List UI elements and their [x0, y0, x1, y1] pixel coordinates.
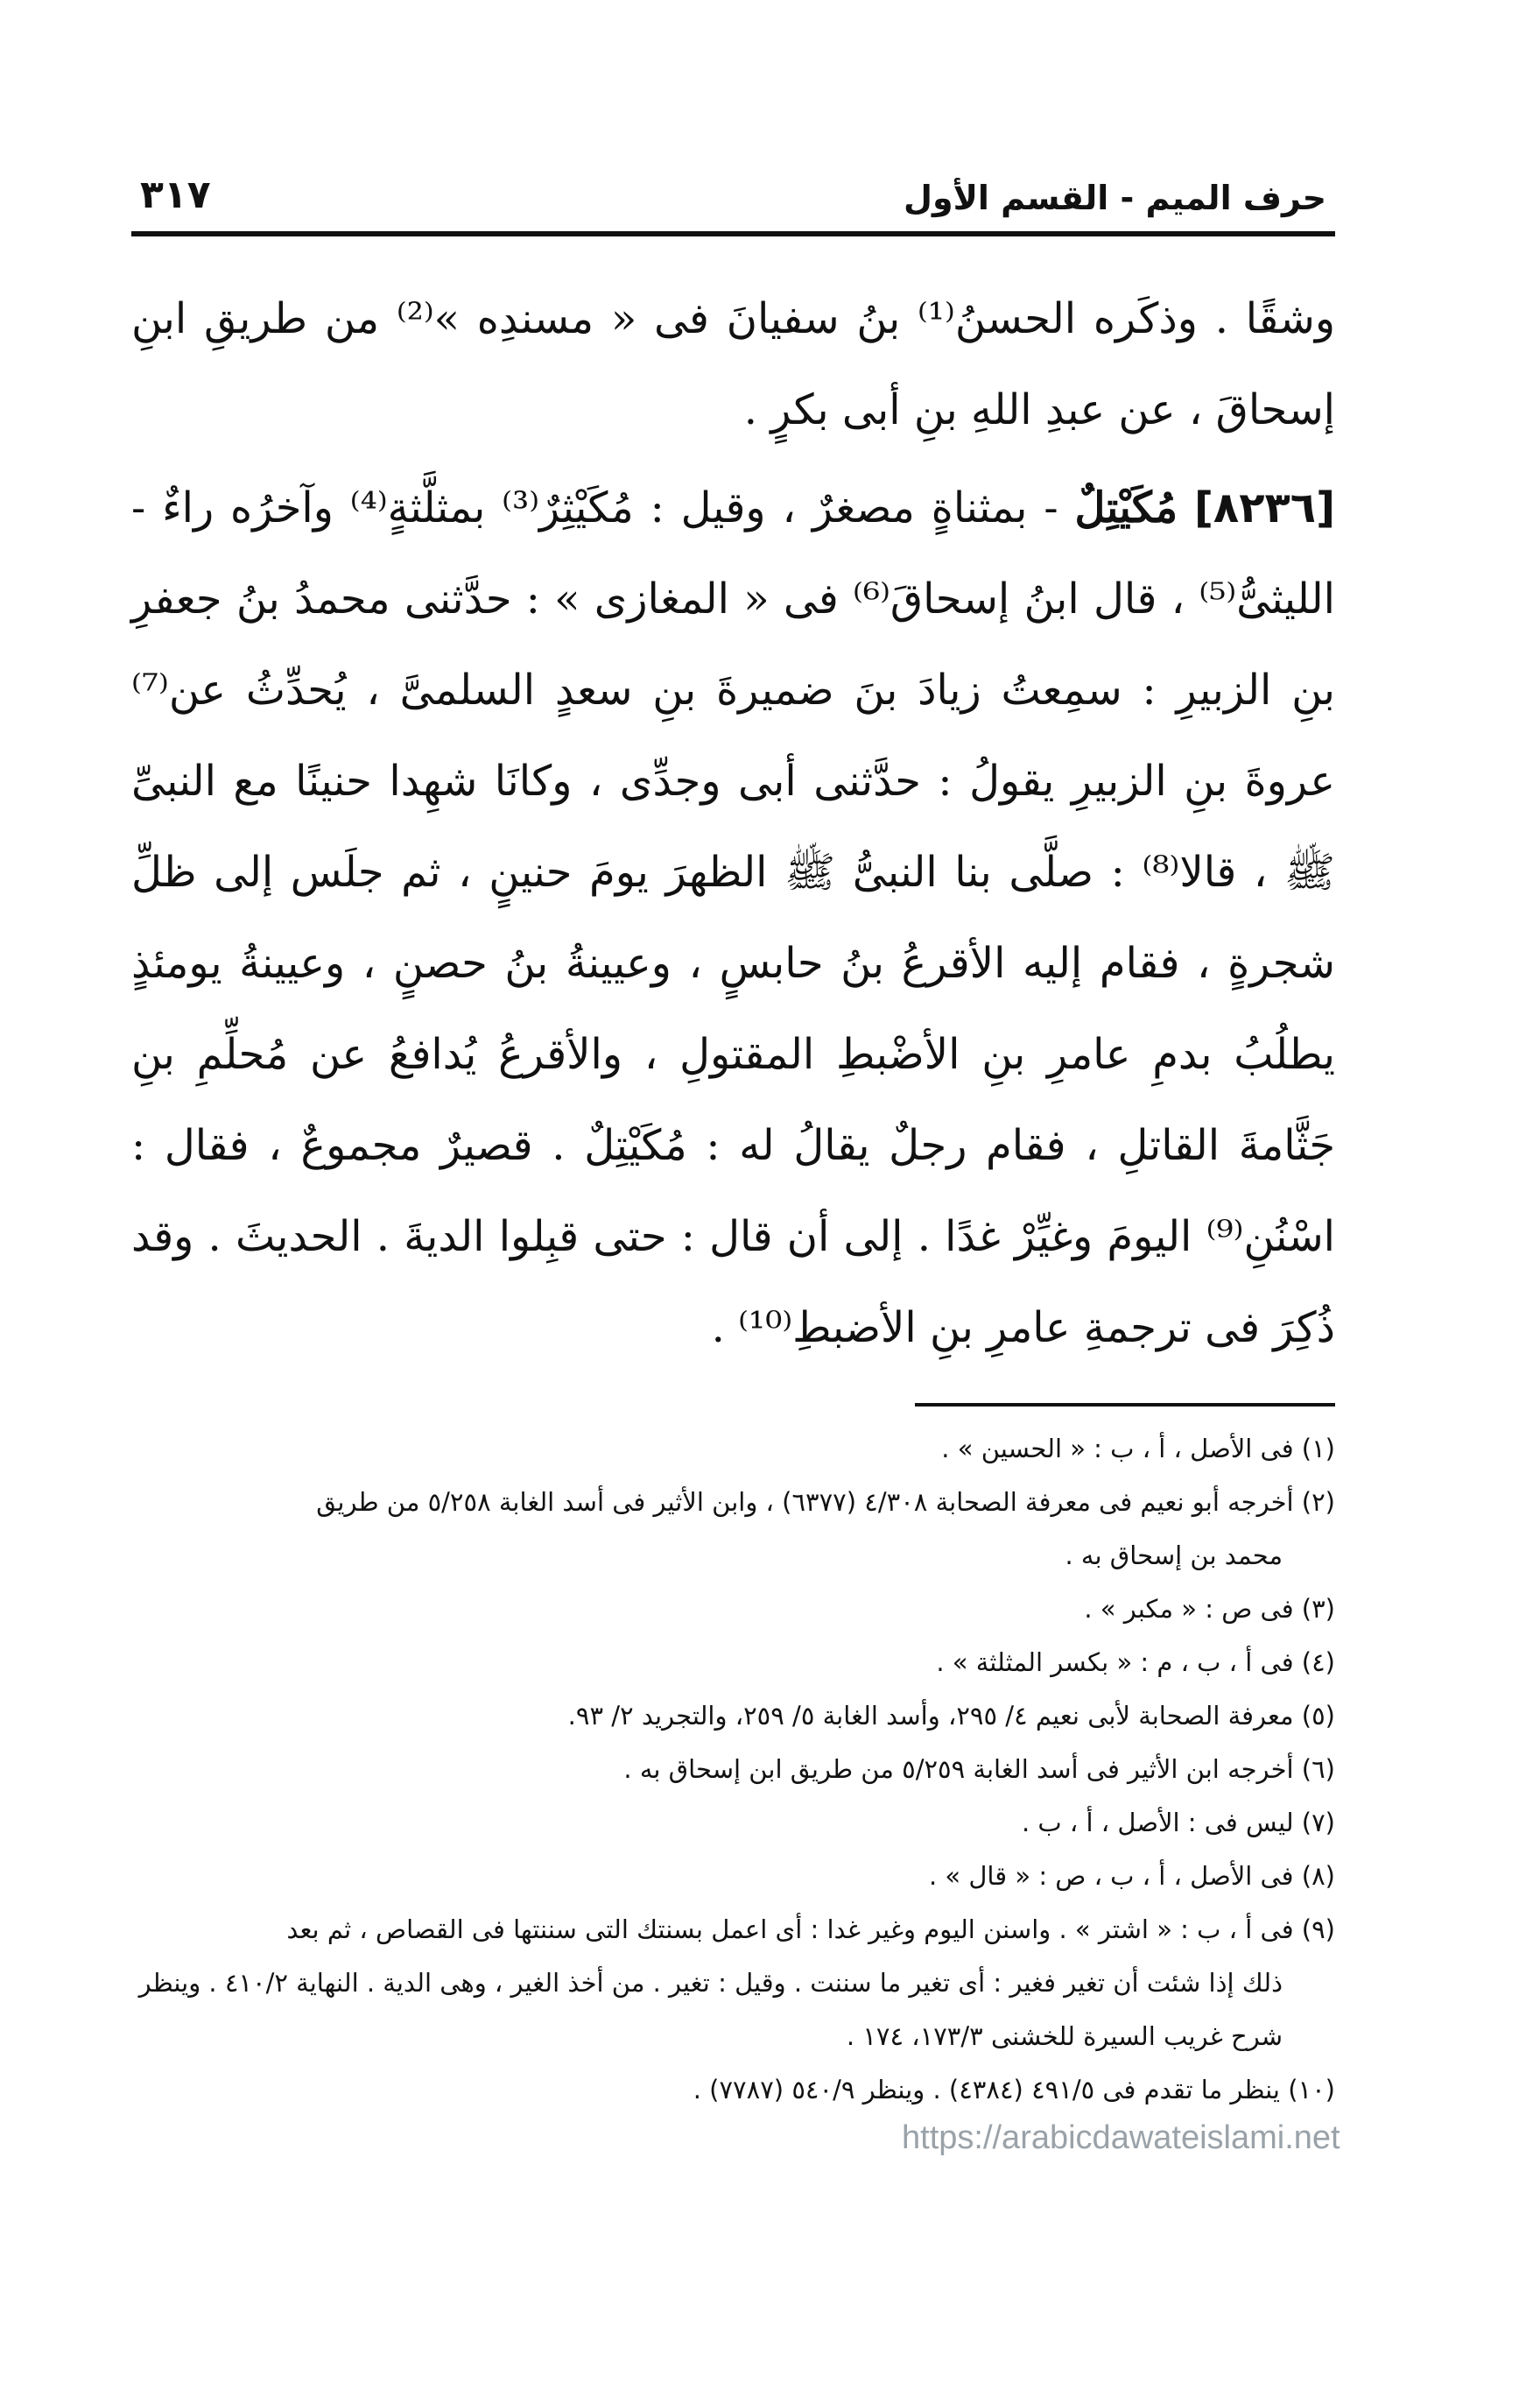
paragraph-2 [131, 462, 1335, 1373]
running-title: حرف الميم - القسم الأول [904, 179, 1326, 217]
footnote-4 [131, 1636, 1335, 1689]
footnote-continuation: ذلك إذا شئت أن تغير فغير : أى تغير ما سننت . وقيل : تغير . من أخذ الغير ، وهى الدية . النهاية ٤١٠/٢ . وينظر شرح غريب السيرة للخشنى ١٧٣/٣، ١٧٤ . [138, 1968, 1283, 2051]
footnote-text: (٧) ليس فى : الأصل ، أ ، ب . [1021, 1808, 1335, 1837]
entry-text: - بمثناةٍ مصغرٌ ، وقيل : مُكَيْثِرٌ⁽³⁾ بمثلَّثةٍ⁽⁴⁾ وآخرُه راءٌ - الليثىُّ⁽⁵⁾ ، قال ابنُ إسحاقَ⁽⁶⁾ فى « المغازى » : حدَّثنى محمدُ بنُ جعفرِ بنِ الزبيرِ : سمِعتُ زيادَ بنَ ضميرةَ بنِ سعدٍ السلمىَّ ، يُحدِّثُ عن⁽⁷⁾ عروةَ بنِ الزبيرِ يقولُ : حدَّثنى أبى وجدِّى ، وكانَا شهِدا حنينًا مع النبىِّ ﷺ ، قالا⁽⁸⁾ : صلَّى بنا النبىُّ ﷺ الظهرَ يومَ حنينٍ ، ثم جلَس إلى ظلِّ شجرةٍ ، فقام إليه الأقرعُ بنُ حابسٍ ، وعيينةُ بنُ حصنٍ ، وعيينةُ يومئذٍ يطلُبُ بدمِ عامرِ بنِ الأضْبطِ المقتولِ ، والأقرعُ يُدافعُ عن مُحلِّمِ بنِ جَثَّامةَ القاتلِ ، فقام رجلٌ يقالُ له : مُكَيْتِلٌ . قصيرٌ مجموعٌ ، فقال : اسْنُنِ⁽⁹⁾ اليومَ وغيِّرْ غدًا . إلى أن قال : حتى قبِلوا الديةَ . الحديثَ . وقد ذُكِرَ فى ترجمةِ عامرِ بنِ الأضبطِ⁽¹⁰⁾ . [131, 483, 1336, 1352]
footnote-divider [915, 1403, 1335, 1407]
footnote-text: (٦) أخرجه ابن الأثير فى أسد الغابة ٥/٢٥٩ من طريق ابن إسحاق به . [623, 1754, 1335, 1784]
footnote-text: (٩) فى أ ، ب : « اشتر » . واسنن اليوم وغير غدا : أى اعمل بسنتك التى سننتها فى القصاص ، ثم بعد [286, 1914, 1335, 1944]
main-text [131, 273, 1335, 1373]
footnote-7 [131, 1796, 1335, 1850]
footnote-text: (٥) معرفة الصحابة لأبى نعيم ٤/ ٢٩٥، وأسد الغابة ٥/ ٢٥٩، والتجريد ٢/ ٩٣. [567, 1701, 1335, 1731]
page-header [131, 158, 1335, 236]
paragraph-1: وشقًا . وذكَره الحسنُ⁽¹⁾ بنُ سفيانَ فى « مسندِه »⁽²⁾ من طريقِ ابنِ إسحاقَ ، عن عبدِ اللهِ بنِ أبى بكرٍ . [131, 294, 1336, 434]
footnote-6 [131, 1743, 1335, 1796]
footnotes [131, 1422, 1335, 2117]
footnote-text: (٢) أخرجه أبو نعيم فى معرفة الصحابة ٤/٣٠٨ (٦٣٧٧) ، وابن الأثير فى أسد الغابة ٥/٢٥٨ من طريق [316, 1487, 1335, 1517]
footnote-9 [131, 1903, 1335, 2063]
footnote-text: (١٠) ينظر ما تقدم فى ٤٩١/٥ (٤٣٨٤) . وينظر ٥٤٠/٩ (٧٧٨٧) . [693, 2075, 1335, 2105]
watermark-url: https://arabicdawateislami.net [902, 2119, 1340, 2156]
footnote-3 [131, 1583, 1335, 1636]
footnote-text: (٣) فى ص : « مكبر » . [1084, 1594, 1335, 1624]
footnote-continuation: محمد بن إسحاق به . [1065, 1540, 1283, 1570]
footnote-2 [131, 1476, 1335, 1583]
footnote-5 [131, 1689, 1335, 1743]
entry-name: مُكَيْتِلٌ [1074, 483, 1178, 532]
footnote-text: (٤) فى أ ، ب ، م : « بكسر المثلثة » . [936, 1647, 1335, 1677]
book-page [131, 158, 1335, 2117]
footnote-text: (١) فى الأصل ، أ ، ب : « الحسين » . [941, 1434, 1335, 1463]
footnote-1 [131, 1422, 1335, 1476]
footnote-8 [131, 1850, 1335, 1903]
footnote-text: (٨) فى الأصل ، أ ، ب ، ص : « قال » . [928, 1861, 1335, 1891]
footnote-10 [131, 2063, 1335, 2117]
page-number: ٣١٧ [140, 173, 211, 217]
entry-number: [٨٢٣٦] [1193, 483, 1336, 532]
